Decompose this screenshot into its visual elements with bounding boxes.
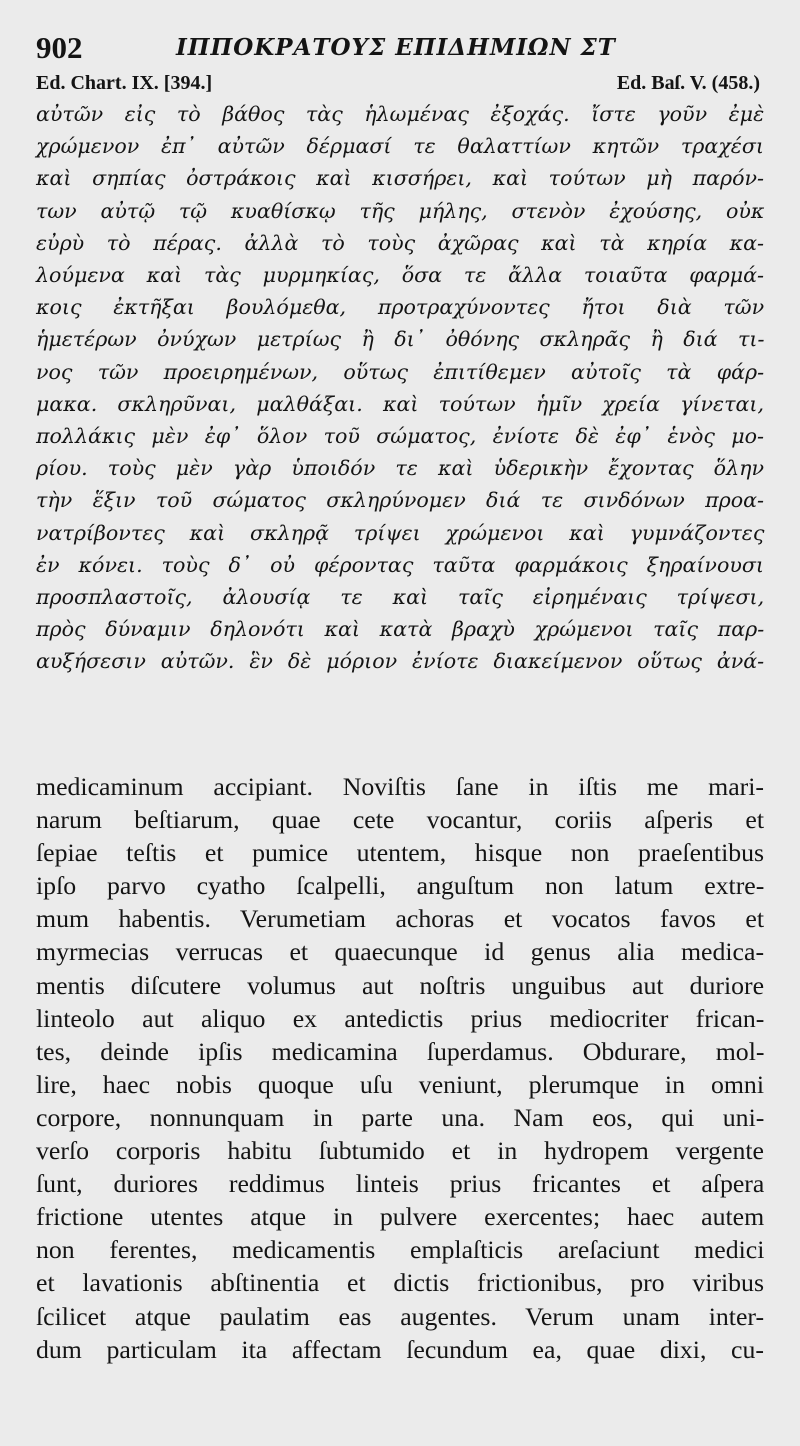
latin-text-line: linteolo aut aliquo ex antedictis prius mediocriter frican- bbox=[36, 1003, 765, 1033]
latin-text-line: lire, haec nobis quoque uſu veniunt, plerumque in omni bbox=[36, 1069, 764, 1099]
latin-text-line: ſunt, duriores reddimus linteis prius fricantes et aſpera bbox=[36, 1169, 765, 1199]
latin-text-block bbox=[36, 770, 764, 1366]
greek-text-line: πολλάκις μὲν ἐφ᾽ ὅλον τοῦ σώματος, ἐνίοτε δὲ ἐφ᾽ ἑνὸς μο- bbox=[36, 424, 764, 449]
edition-reference-chart: Ed. Chart. IX. [394.] bbox=[36, 72, 213, 94]
latin-text-line: medicaminum accipiant. Noviſtis ſane in iſtis me mari- bbox=[36, 772, 764, 801]
greek-text-line: χρώμενον ἐπ᾽ αὐτῶν δέρμασί τε θαλαττίων κητῶν τραχέσι bbox=[36, 134, 764, 159]
running-title: ΙΠΠΟΚΡΑΤΟΥΣ ΕΠΙΔΗΜΙΩΝ ΣΤ bbox=[176, 34, 616, 61]
page-number: 902 bbox=[36, 30, 83, 65]
latin-text-line: mentis diſcutere volumus aut noſtris unguibus aut duriore bbox=[36, 970, 765, 1000]
greek-text-line: προσπλαστοῖς, ἀλουσίᾳ τε καὶ ταῖς εἰρημέναις τρίψεσι, bbox=[36, 585, 765, 610]
latin-text-line: et lavationis abſtinentia et dictis frictionibus, pro viribus bbox=[36, 1268, 764, 1298]
latin-text-line: narum beſtiarum, quae cete vocantur, coriis aſperis et bbox=[36, 805, 764, 835]
latin-text-line: dum particulam ita affectam ſecundum ea, quae dixi, cu- bbox=[36, 1334, 764, 1364]
greek-text-line: ἡμετέρων ὀνύχων μετρίως ἢ δι᾽ ὀθόνης σκληρᾶς ἢ διά τι- bbox=[36, 327, 765, 352]
latin-text-line: ipſo parvo cyatho ſcalpelli, anguſtum non latum extre- bbox=[36, 871, 765, 901]
latin-text-line: frictione utentes atque in pulvere exercentes; haec autem bbox=[36, 1202, 765, 1232]
greek-text-line: ἐν κόνει. τοὺς δ᾽ οὐ φέροντας ταῦτα φαρμάκοις ξηραίνουσι bbox=[36, 552, 764, 577]
latin-text-line: verſo corporis habitu ſubtumido et in hydropem vergente bbox=[36, 1136, 764, 1166]
latin-text-line: mum habentis. Verumetiam achoras et vocatos favos et bbox=[36, 904, 764, 934]
page-header bbox=[36, 30, 758, 68]
greek-text-line: λούμενα καὶ τὰς μυρμηκίας, ὅσα τε ἄλλα τοιαῦτα φαρμά- bbox=[36, 263, 764, 288]
greek-text-line: μακα. σκληρῦναι, μαλθάξαι. καὶ τούτων ἡμῖν χρεία γίνεται, bbox=[36, 391, 764, 416]
latin-text-line: ſcilicet atque paulatim eas augentes. Verum unam inter- bbox=[36, 1301, 765, 1331]
greek-text-line: αυξήσεσιν αὐτῶν. ἓν δὲ μόριον ἐνίοτε διακείμενον οὕτως ἀνά- bbox=[36, 649, 765, 674]
latin-text-line: corpore, nonnunquam in parte una. Nam eos, qui uni- bbox=[36, 1102, 765, 1132]
greek-text-block bbox=[36, 98, 764, 678]
latin-text-line: ſepiae teſtis et pumice utentem, hisque non praeſentibus bbox=[36, 838, 765, 868]
greek-text-line: κοις ἐκτῆξαι βουλόμεθα, προτραχύνοντες ἤτοι διὰ τῶν bbox=[36, 295, 765, 320]
greek-text-line: νος τῶν προειρημένων, οὕτως ἐπιτίθεμεν αὐτοῖς τὰ φάρ- bbox=[36, 359, 765, 384]
greek-text-line: καὶ σηπίας ὀστράκοις καὶ κισσήρει, καὶ τούτων μὴ παρόν- bbox=[36, 166, 764, 191]
latin-text-line: non ferentes, medicamentis emplaſticis areſaciunt medici bbox=[36, 1235, 765, 1265]
latin-text-line: tes, deinde ipſis medicamina ſuperdamus. Obdurare, mol- bbox=[36, 1036, 765, 1066]
greek-text-line: πρὸς δύναμιν δηλονότι καὶ κατὰ βραχὺ χρώμενοι ταῖς παρ- bbox=[36, 617, 765, 642]
edition-references bbox=[36, 72, 760, 98]
greek-text-line: αὐτῶν εἰς τὸ βάθος τὰς ἡλωμένας ἐξοχάς. ἴστε γοῦν ἐμὲ bbox=[36, 102, 765, 126]
greek-text-line: τὴν ἕξιν τοῦ σώματος σκληρύνομεν διά τε σινδόνων προα- bbox=[36, 488, 764, 513]
greek-text-line: των αὐτῷ τῷ κυαθίσκῳ τῆς μήλης, στενὸν ἐχούσης, οὐκ bbox=[36, 198, 765, 223]
greek-text-line: νατρίβοντες καὶ σκληρᾷ τρίψει χρώμενοι καὶ γυμνάζοντες bbox=[36, 520, 765, 545]
greek-text-line: ρίου. τοὺς μὲν γὰρ ὑποιδόν τε καὶ ὑδερικὴν ἔχοντας ὅλην bbox=[36, 456, 764, 481]
latin-text-line: myrmecias verrucas et quaecunque id genus alia medica- bbox=[36, 937, 765, 967]
greek-text-line: εὐρὺ τὸ πέρας. ἀλλὰ τὸ τοὺς ἀχῶρας καὶ τὰ κηρία κα- bbox=[36, 230, 764, 255]
edition-reference-basel: Ed. Baſ. V. (458.) bbox=[616, 72, 760, 94]
